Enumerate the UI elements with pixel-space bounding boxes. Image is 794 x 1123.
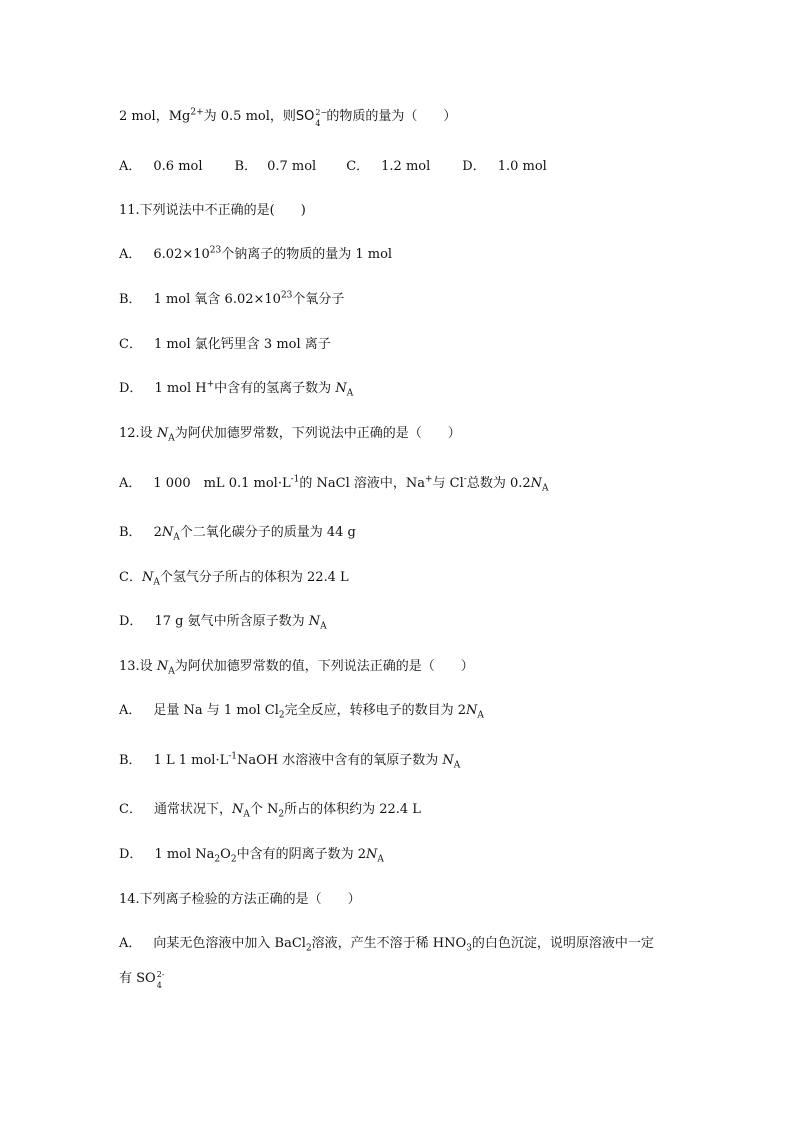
option-c[interactable]: C． 1.2 mol [346, 159, 431, 174]
q12-stem: 12.设 $N_A$为阿伏加德罗常数，下列说法中正确的是（ ） [119, 426, 461, 444]
q14-option-a-continued: 有 SO 2- 4 [119, 970, 168, 988]
q13-option-a[interactable]: A． 足量 Na 与 1 mol $Cl_2$完全反应，转移电子的数目为 $2N_A$ [119, 703, 484, 721]
ion-charge: 2− 4 [315, 108, 328, 128]
q12-option-a[interactable]: A． 1 000 mL 0.1 $mol\cdot L^{-1}$的 NaCl 溶液中，Na+与 Cl-总数为 $0.2N_A$ [119, 474, 549, 494]
sulfate-formula: SO [295, 109, 315, 124]
option-b[interactable]: B． 0.7 mol [234, 159, 317, 174]
q12-option-b[interactable]: B． $2N_A$个二氧化碳分子的质量为 44 g [119, 525, 356, 543]
q11-option-a[interactable]: A． $6.02\times 10^{23}$个钠离子的物质的量为 1 mol [119, 245, 393, 262]
q10-options [119, 158, 547, 176]
q13-option-c[interactable]: C． 通常状况下，$N_A$个 $N_2$所占的体积约为 22.4 L [119, 802, 421, 820]
q11-option-c[interactable]: C． 1 mol 氯化钙里含 3 mol 离子 [119, 337, 331, 352]
text: 为 0.5 mol，则 [203, 109, 296, 124]
q11-stem: 11.下列说法中不正确的是( ) [119, 203, 306, 218]
q13-stem: 13.设 $N_A$为阿伏加德罗常数的值，下列说法正确的是（ ） [119, 659, 474, 677]
q14-stem: 14.下列离子检验的方法正确的是（ ） [119, 892, 361, 907]
text: 2 mol，Mg [119, 109, 191, 124]
q11-option-d[interactable]: D． 1 mol H+中含有的氢离子数为 $N_A$ [119, 379, 354, 399]
q10-stem-tail [119, 108, 456, 126]
text: 的物质的量为（ ） [326, 109, 457, 124]
q13-option-b[interactable]: B． 1 L 1 $mol\cdot L^{-1}NaOH$ 水溶液中含有的氧原子数为 $N_A$ [119, 751, 461, 771]
option-a[interactable]: A． 0.6 mol [119, 159, 203, 174]
q13-option-d[interactable]: D． 1 mol $Na_2O_2$中含有的阴离子数为 $2N_A$ [119, 847, 384, 865]
q14-option-a[interactable]: A． 向某无色溶液中加入 BaCl$_2$溶液，产生不溶于稀 $HNO_3$的白色沉淀，说明原溶液中一定 [119, 936, 654, 954]
q12-option-d[interactable]: D． 17 g 氨气中所含原子数为 $N_A$ [119, 614, 327, 632]
option-d[interactable]: D． 1.0 mol [462, 159, 547, 174]
superscript: 2+ [190, 107, 204, 118]
q11-option-b[interactable]: B． 1 mol 氧含 $6.02\times 10^{23}$个氧分子 [119, 290, 345, 307]
q12-option-c[interactable]: C．$N_A$个氢气分子所占的体积为 22.4 L [119, 570, 349, 588]
ion-charge: 2- 4 [156, 970, 165, 990]
